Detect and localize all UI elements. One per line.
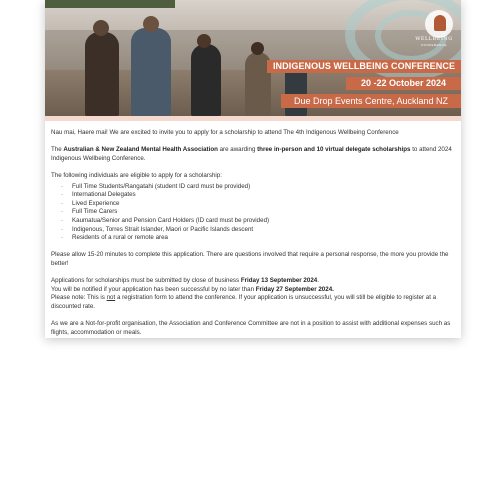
conference-venue: Due Drop Events Centre, Auckland NZ — [281, 94, 461, 108]
conference-logo-mark — [434, 15, 446, 31]
deadline-date: Friday 13 September 2024 — [240, 277, 318, 285]
logo-text: WELLBEING — [415, 36, 453, 42]
list-item-text: Full Time Students/Rangatahi (student ID card must be provided) — [72, 182, 251, 190]
list-item-text: Kaumatua/Senior and Pension Card Holders (ID card must be provided) — [72, 216, 270, 224]
notify-date: Friday 27 September 2024. — [255, 285, 334, 293]
awarding-pre: The — [51, 146, 64, 154]
bullet-icon: · — [61, 191, 64, 199]
registration-note — [51, 294, 455, 311]
conference-dates: 20 -22 October 2024 — [346, 77, 461, 90]
list-item — [61, 234, 455, 243]
banner-hill — [45, 0, 175, 8]
list-item — [61, 226, 455, 235]
deadline-pre: Applications for scholarships must be submitted by close of business — [51, 277, 241, 285]
awarding-count: three in-person and 10 virtual delegate scholarships — [257, 146, 411, 154]
banner-person-head — [197, 34, 211, 48]
banner-person — [131, 28, 171, 116]
notify-pre: You will be notified if your application has been successful by no later than — [51, 285, 256, 293]
nfp-note: As we are a Not-for-profit organisation, the Association and Conference Committee are not in a position to assist with additional expenses such as flights, accommodation or meals. — [51, 320, 451, 336]
bullet-icon: · — [61, 216, 64, 224]
bullet-icon: · — [61, 182, 64, 190]
intro-text: Nau mai, Haere mai! We are excited to invite you to apply for a scholarship to attend The 4th Indigenous Wellbeing Conference — [51, 129, 399, 136]
list-item — [61, 183, 455, 192]
time-note: Please allow 15-20 minutes to complete this application. There are questions involved that require a personal response, the more you provide the better! — [51, 251, 449, 267]
note-pre: Please note: This is — [51, 294, 107, 302]
eligible-list — [51, 183, 455, 243]
list-item-text: Lived Experience — [72, 199, 120, 207]
conference-banner — [45, 0, 461, 116]
bullet-icon: · — [61, 199, 64, 207]
conference-title: INDIGENOUS WELLBEING CONFERENCE — [267, 60, 461, 73]
eligible-intro: The following individuals are eligible to apply for a scholarship: — [51, 171, 222, 179]
awarding-post: to attend 2024 Indigenous Wellbeing Conference. — [51, 146, 452, 162]
form-description — [45, 121, 461, 337]
list-item — [61, 200, 455, 209]
dates-block — [51, 277, 455, 286]
list-item-text: International Delegates — [72, 191, 136, 199]
awarding-text — [51, 146, 455, 163]
list-item-text: Residents of a rural or remote area — [72, 234, 168, 242]
list-item — [61, 208, 455, 217]
bullet-icon: · — [61, 208, 64, 216]
banner-person — [85, 32, 119, 116]
banner-person-head — [93, 20, 109, 36]
list-item — [61, 191, 455, 200]
scholarship-form-card — [45, 0, 461, 338]
banner-person-head — [143, 16, 159, 32]
notify-text — [51, 286, 455, 295]
awarding-mid: are awarding — [217, 146, 258, 154]
bullet-icon: · — [61, 225, 64, 233]
banner-person — [191, 44, 221, 116]
logo-subtext: CONFERENCE — [420, 43, 447, 47]
banner-person-head — [251, 42, 264, 55]
note-post: a registration form to attend the conference. If your application is unsuccessful, you will still be eligible to register at a discounted rate. — [51, 294, 437, 310]
note-not: not — [106, 294, 116, 302]
awarding-org: Australian & New Zealand Mental Health Association — [63, 146, 218, 154]
bullet-icon: · — [61, 234, 64, 242]
list-item — [61, 217, 455, 226]
deadline-post: . — [317, 277, 319, 285]
list-item-text: Indigenous, Torres Strait Islander, Maori or Pacific Islands descent — [72, 225, 254, 233]
list-item-text: Full Time Carers — [72, 208, 118, 216]
